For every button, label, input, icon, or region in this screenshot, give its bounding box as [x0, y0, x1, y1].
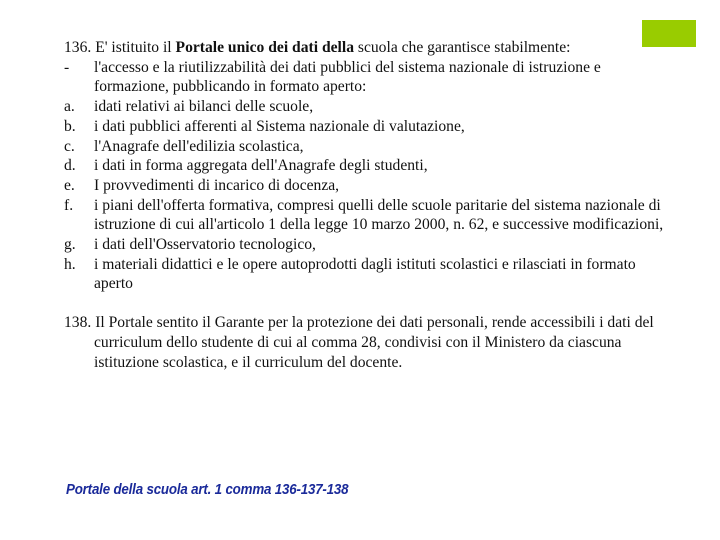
list-item-text: l'accesso e la riutilizzabilità dei dati pubblici del sistema nazionale di istruzione e formazione, pubblicando in formato aperto:	[94, 58, 601, 96]
list-marker: a.	[64, 98, 75, 116]
list-item-b	[64, 117, 664, 137]
paragraph-136-rest: scuola che garantisce stabilmente:	[354, 39, 571, 56]
list-item-text: idati relativi ai bilanci delle scuole,	[94, 98, 314, 116]
list-item-text: i dati dell'Osservatorio tecnologico,	[94, 236, 316, 254]
list-marker: d.	[64, 157, 76, 175]
list-item-h	[64, 255, 664, 294]
footer-caption: Portale della scuola art. 1 comma 136-137-138	[66, 482, 349, 498]
slide-body	[64, 38, 664, 372]
list-item-f	[64, 196, 664, 235]
list-item-c	[64, 137, 664, 157]
list-marker: b.	[64, 117, 76, 135]
item-list	[64, 97, 664, 294]
list-item-e	[64, 176, 664, 196]
list-item-text: l'Anagrafe dell'edilizia scolastica,	[94, 137, 304, 155]
list-marker: e.	[64, 176, 75, 194]
list-item-text: i piani dell'offerta formativa, compresi quelli delle scuole paritarie del sistema nazionale di istruzione di cui all'articolo 1 della legge 10 marzo 2000, n. 62, e successive modificazioni,	[94, 196, 664, 234]
list-item-a	[64, 97, 664, 117]
list-marker: f.	[64, 196, 74, 214]
list-marker: -	[64, 58, 70, 76]
paragraph-138: 138. Il Portale sentito il Garante per la protezione dei dati personali, rende accessibili i dati del curriculum dello studente di cui al comma 28, condivisi con il Ministero da ciascuna istituzione scolastica, e il curriculum del docente.	[64, 314, 654, 371]
intro-list-item	[64, 58, 664, 97]
paragraph-136-bold: Portale unico dei dati della	[175, 39, 354, 56]
spacer	[64, 294, 664, 313]
list-item-text: i materiali didattici e le opere autoprodotti dagli istituti scolastici e rilasciati in formato aperto	[94, 255, 636, 293]
list-item-d	[64, 156, 664, 176]
paragraph-136	[64, 38, 664, 58]
list-item-g	[64, 235, 664, 255]
list-item-text: i dati in forma aggregata dell'Anagrafe degli studenti,	[94, 157, 428, 175]
list-marker: g.	[64, 236, 76, 254]
paragraph-136-number: 136. E' istituito il	[64, 39, 176, 56]
list-marker: c.	[64, 137, 75, 155]
list-marker: h.	[64, 255, 76, 273]
list-item-text: i dati pubblici afferenti al Sistema nazionale di valutazione,	[94, 117, 465, 135]
list-item-text: I provvedimenti di incarico di docenza,	[94, 176, 340, 194]
